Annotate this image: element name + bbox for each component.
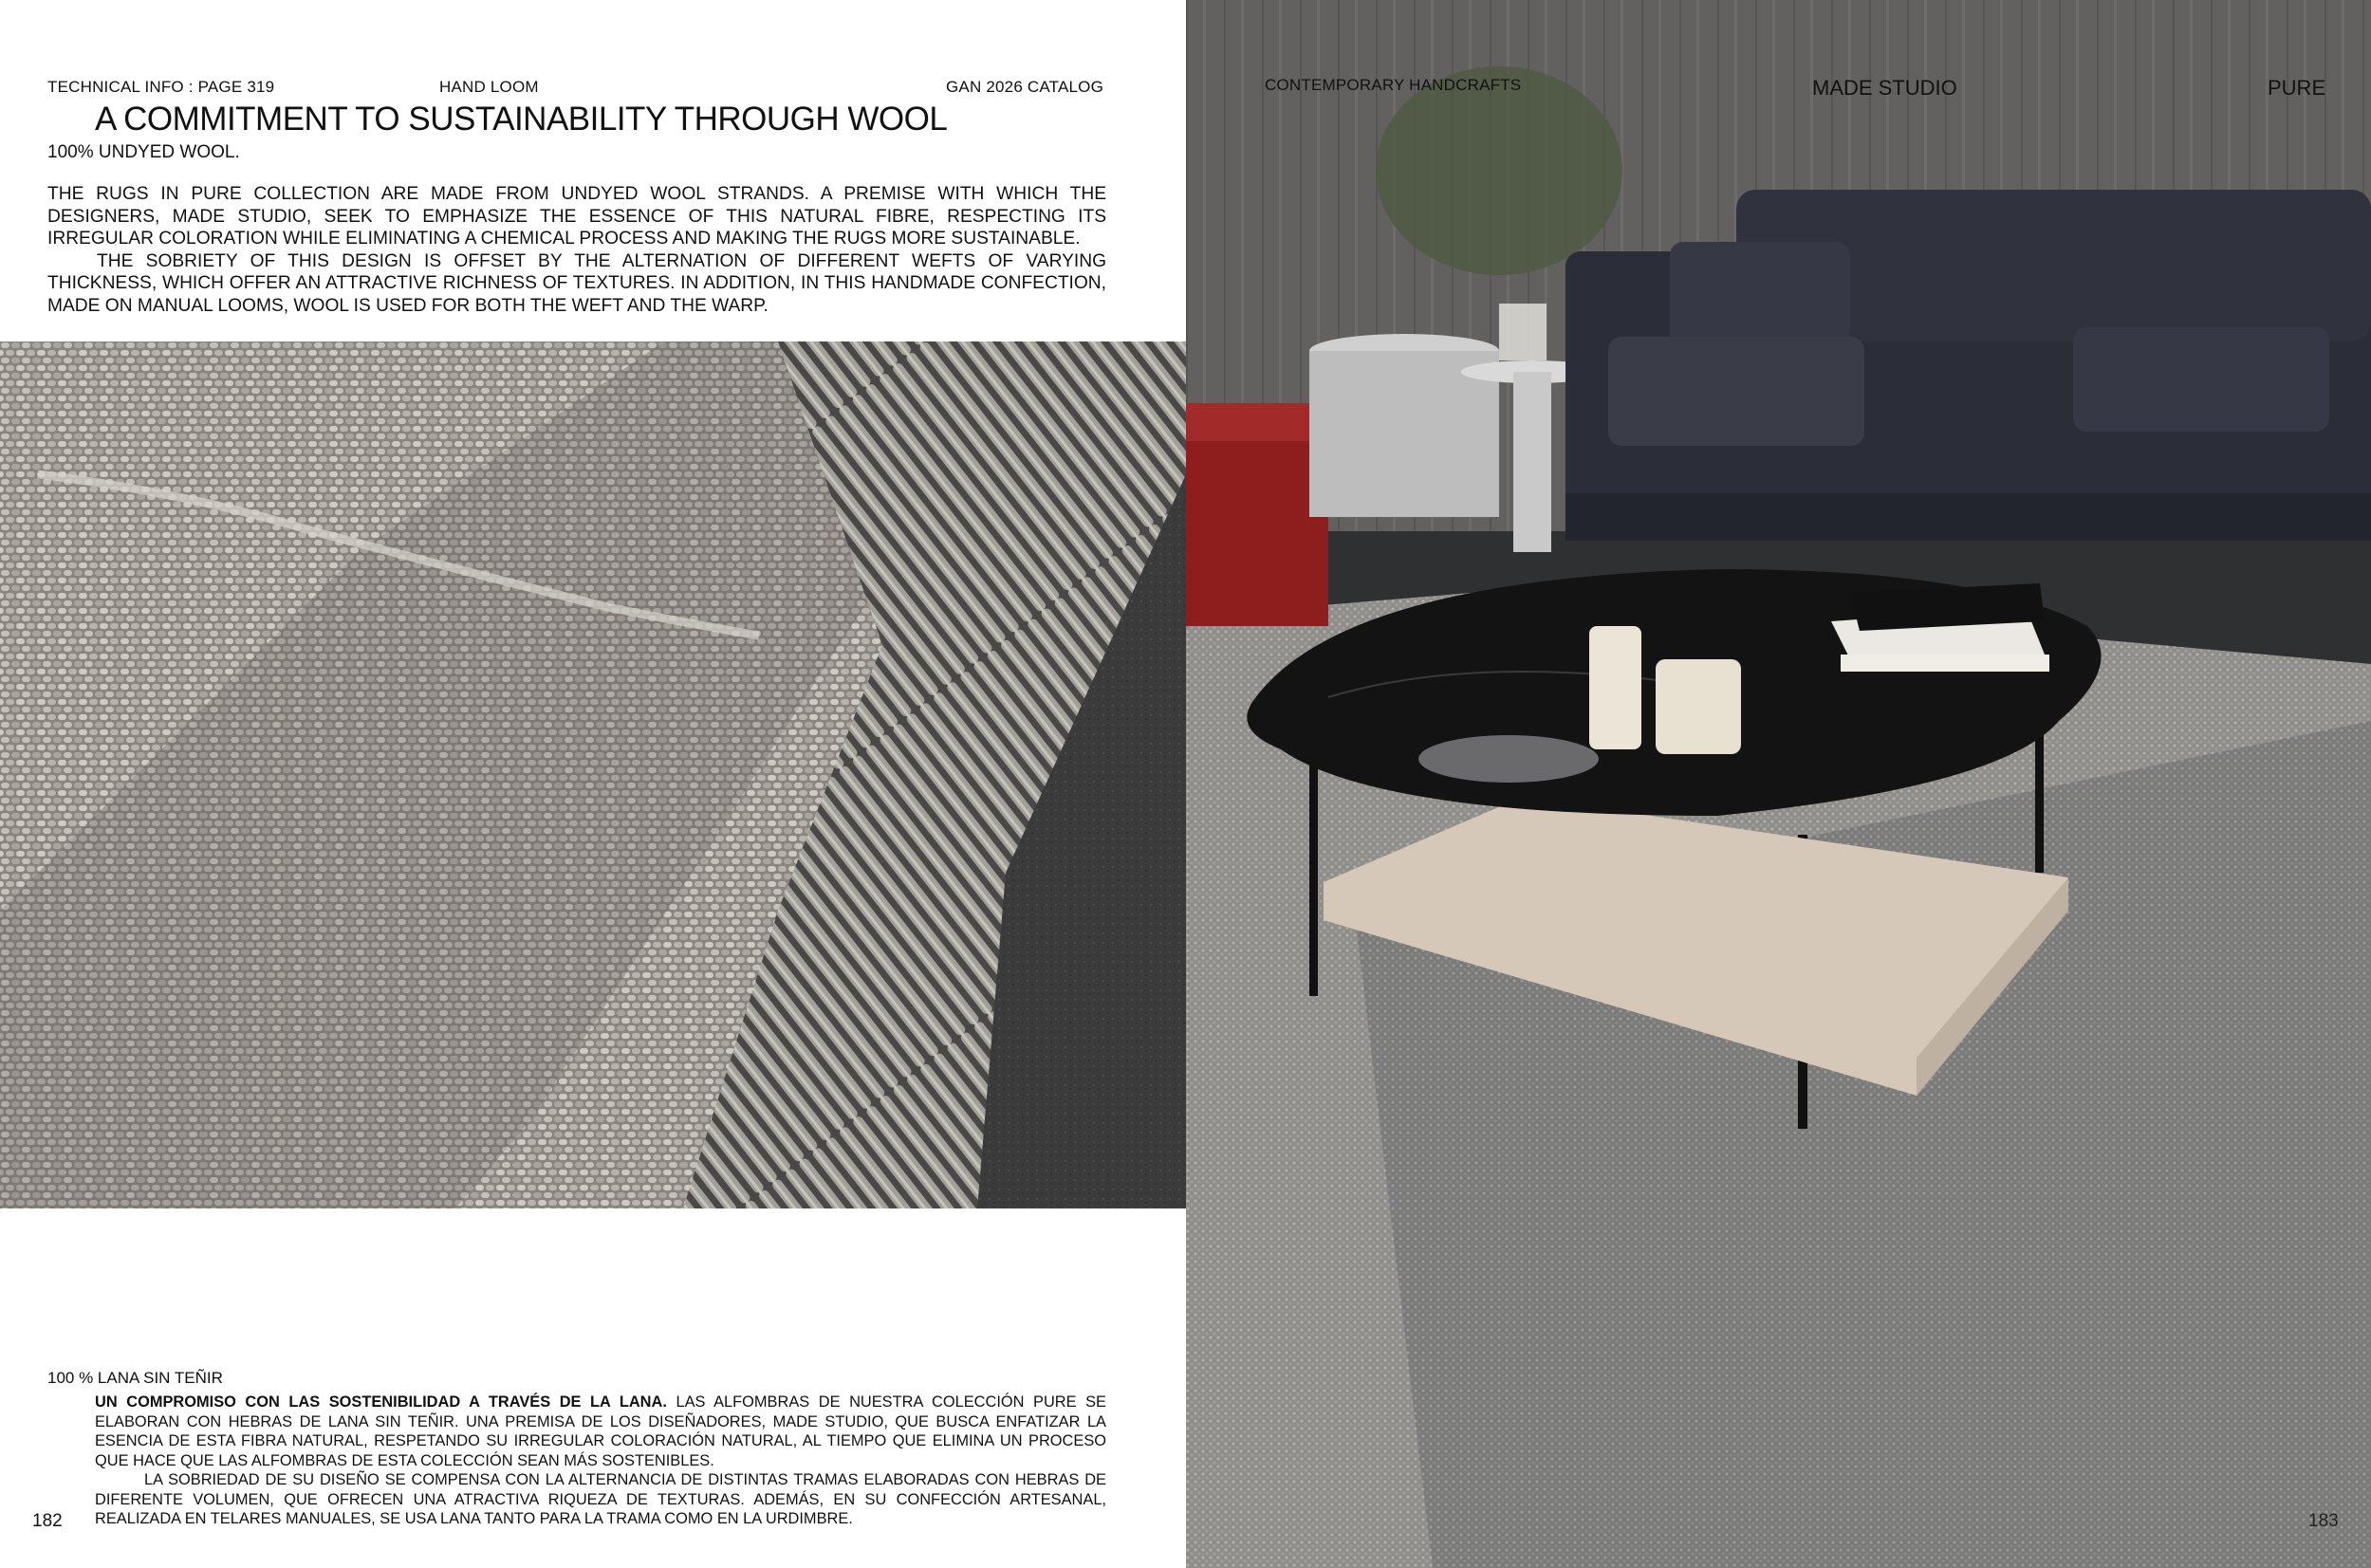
spanish-body bbox=[95, 1393, 1106, 1529]
header-category: CONTEMPORARY HANDCRAFTS bbox=[1265, 76, 1522, 94]
page-title: A COMMITMENT TO SUSTAINABILITY THROUGH WOOL bbox=[95, 101, 948, 138]
header-technical-info: TECHNICAL INFO : PAGE 319 bbox=[47, 78, 275, 96]
page-number-left: 182 bbox=[32, 1511, 63, 1531]
spanish-paragraph bbox=[95, 1393, 1106, 1470]
english-body bbox=[47, 183, 1106, 318]
spanish-label: 100 % LANA SIN TEÑIR bbox=[47, 1369, 223, 1387]
header-hand-loom: HAND LOOM bbox=[439, 78, 539, 96]
page-subtitle: 100% UNDYED WOOL. bbox=[47, 142, 240, 162]
spanish-paragraph-text: LAS ALFOMBRAS DE NUESTRA COLECCIÓN PURE SE ELABORAN CON HEBRAS DE LANA SIN TEÑIR. UNA PREMISA DE LOS DISEÑADORES, MADE STUDIO, QUE BUSCA ENFATIZAR LA ESENCIA DE ESTA FIBRA NATURAL, RESPETANDO SU IRREGULAR COLORACIÓN NATURAL, AL TIEMPO QUE ELIMINA UN PROCESO QUE HACE QUE LAS ALFOMBRAS DE ESTA COLECCIÓN SEAN MÁS SOSTENIBLES. bbox=[95, 1393, 1106, 1469]
spanish-paragraph: LA SOBRIEDAD DE SU DISEÑO SE COMPENSA CON LA ALTERNANCIA DE DISTINTAS TRAMAS ELABORADAS CON HEBRAS DE DIFERENTE VOLUMEN, QUE OFRECEN UNA ATRACTIVA RIQUEZA DE TEXTURAS. ADEMÁS, EN SU CONFECCIÓN ARTESANAL, REALIZADA EN TELARES MANUALES, SE USA LANA TANTO PARA LA TRAMA COMO EN LA URDIMBRE. bbox=[95, 1471, 1106, 1527]
header-designer: MADE STUDIO bbox=[1812, 76, 1957, 100]
living-room-photo bbox=[1186, 0, 2371, 1568]
rug-closeup-photo bbox=[0, 341, 1186, 1208]
right-page bbox=[1186, 0, 2371, 1568]
header-catalog: GAN 2026 CATALOG bbox=[946, 78, 1104, 96]
header-collection: PURE bbox=[2268, 76, 2326, 100]
spanish-heading: UN COMPROMISO CON LAS SOSTENIBILIDAD A TRAVÉS DE LA LANA. bbox=[95, 1393, 667, 1411]
english-paragraph: THE SOBRIETY OF THIS DESIGN IS OFFSET BY THE ALTERNATION OF DIFFERENT WEFTS OF VARYING THICKNESS, WHICH OFFER AN ATTRACTIVE RICHNESS OF TEXTURES. IN ADDITION, IN THIS HANDMADE CONFECTION, MADE ON MANUAL LOOMS, WOOL IS USED FOR BOTH THE WEFT AND THE WARP. bbox=[47, 250, 1106, 316]
english-paragraph: THE RUGS IN PURE COLLECTION ARE MADE FROM UNDYED WOOL STRANDS. A PREMISE WITH WHICH THE DESIGNERS, MADE STUDIO, SEEK TO EMPHASIZE THE ESSENCE OF THIS NATURAL FIBRE, RESPECTING ITS IRREGULAR COLORATION WHILE ELIMINATING A CHEMICAL PROCESS AND MAKING THE RUGS MORE SUSTAINABLE. bbox=[47, 184, 1106, 249]
page-number-right: 183 bbox=[2308, 1511, 2339, 1531]
